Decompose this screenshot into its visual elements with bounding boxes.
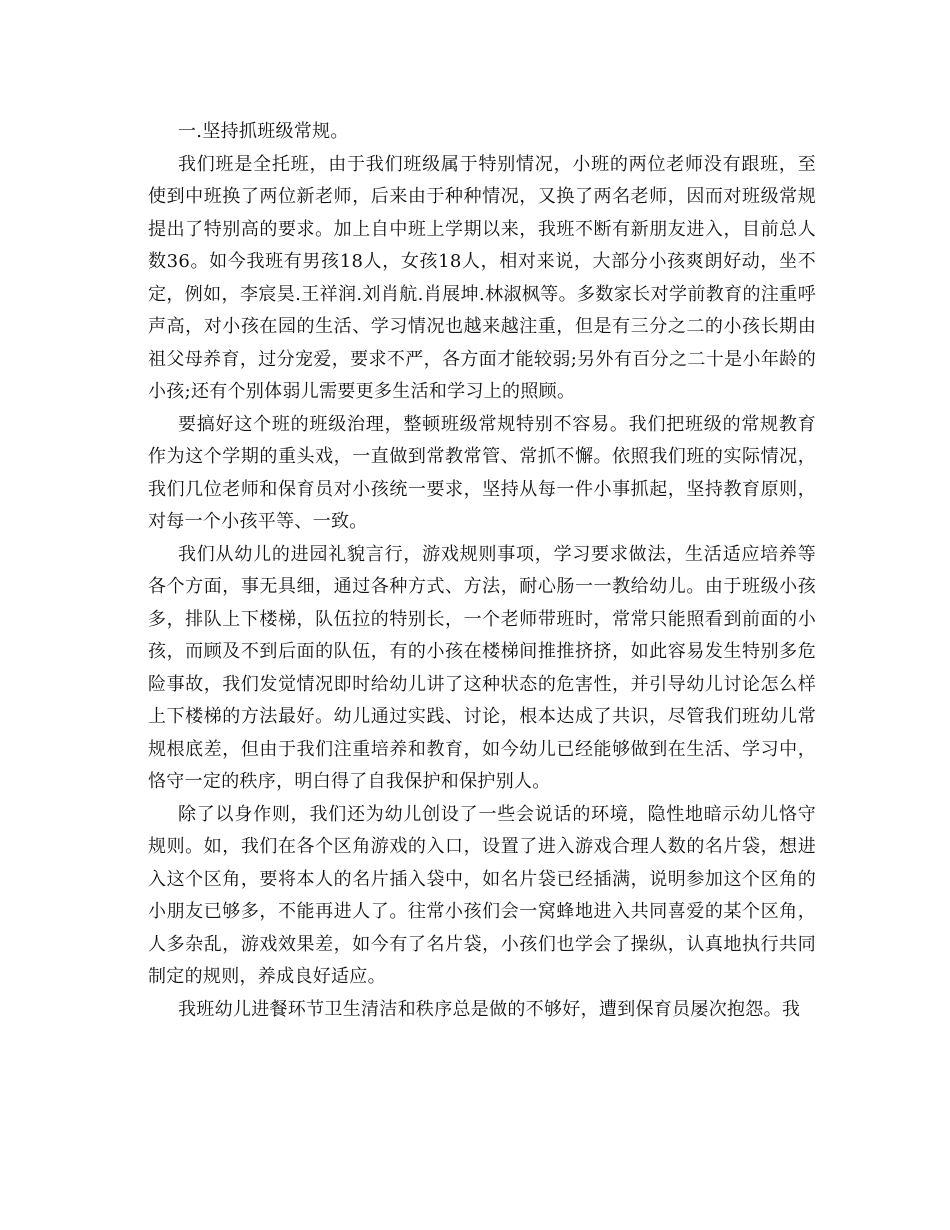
section-heading: 一.坚持抓班级常规。 (178, 121, 349, 142)
paragraph-3: 我们从幼儿的进园礼貌言行，游戏规则事项，学习要求做法，生活适应培养等各个方面，事无具细，通过各种方式、方法，耐心肠一一教给幼儿。由于班级小孩多，排队上下楼梯，队伍拉的特别长，一个老师带班时，常常只能照看到前面的小孩，而顾及不到后面的队伍，有的小孩在楼梯间推推挤挤，如此容易发生特别多危险事故，我们发觉情况即时给幼儿讲了这种状态的危害性，并引导幼儿讨论怎么样上下楼梯的方法最好。幼儿通过实践、讨论，根本达成了共识，尽管我们班幼儿常规根底差，但由于我们注重培养和教育，如今幼儿已经能够做到在生活、学习中，恪守一定的秩序，明白得了自我保护和保护别人。 (148, 543, 816, 792)
paragraph-4: 除了以身作则，我们还为幼儿创设了一些会说话的环境，隐性地暗示幼儿恪守规则。如，我们在各个区角游戏的入口，设置了进入游戏合理人数的名片袋，想进入这个区角，要将本人的名片插入袋中，如名片袋已经插满，说明参加这个区角的小朋友已够多，不能再进人了。往常小孩们会一窝蜂地进入共同喜爱的某个区角，人多杂乱，游戏效果差，如今有了名片袋，小孩们也学会了操纵，认真地执行共同制定的规则，养成良好适应。 (148, 803, 816, 987)
paragraph-1: 我们班是全托班，由于我们班级属于特别情况，小班的两位老师没有跟班，至使到中班换了两位新老师，后来由于种种情况，又换了两名老师，因而对班级常规提出了特别高的要求。加上自中班上学期以来，我班不断有新朋友进入，目前总人数36。如今我班有男孩18人，女孩18人，相对来说，大部分小孩爽朗好动，坐不定，例如，李宸昊.王祥润.刘肖航.肖展坤.林淑枫等。多数家长对学前教育的注重呼声高，对小孩在园的生活、学习情况也越来越注重，但是有三分之二的小孩长期由祖父母养育，过分宠爱，要求不严，各方面才能较弱;另外有百分之二十是小年龄的小孩;还有个别体弱儿需要更多生活和学习上的照顾。 (148, 153, 816, 402)
document-body (148, 116, 816, 1026)
paragraph-5: 我班幼儿进餐环节卫生清洁和秩序总是做的不够好，遭到保育员屡次抱怨。我 (178, 998, 801, 1020)
paragraph-2: 要搞好这个班的班级治理，整顿班级常规特别不容易。我们把班级的常规教育作为这个学期的重头戏，一直做到常教常管、常抓不懈。依照我们班的实际情况，我们几位老师和保育员对小孩统一要求，坚持从每一件小事抓起，坚持教育原则，对每一个小孩平等、一致。 (148, 413, 816, 532)
